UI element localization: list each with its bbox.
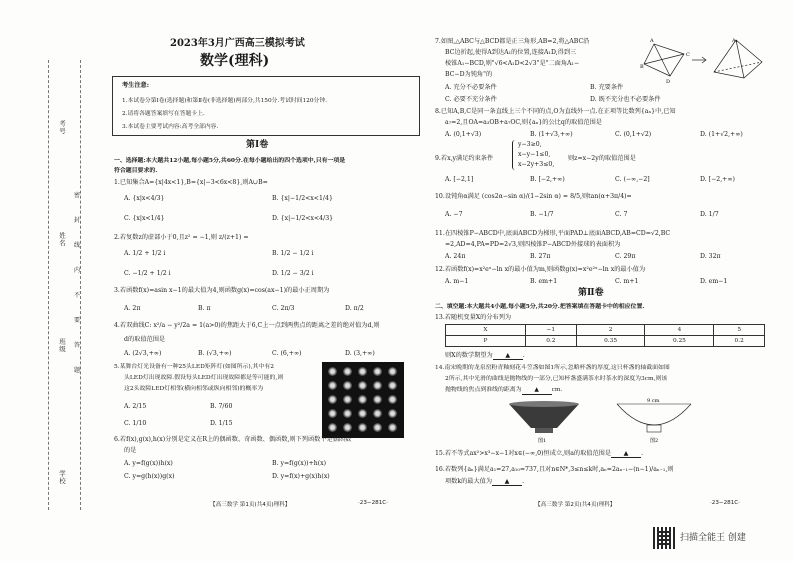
led-lamp xyxy=(328,367,337,376)
q5-option-d: D. 1/15 xyxy=(210,420,233,427)
label-name: 姓名 xyxy=(58,232,66,247)
led-lamp xyxy=(373,367,382,376)
answer-blank: ▲ xyxy=(522,387,552,395)
seal-char: 不 xyxy=(74,292,81,299)
q12-option-c: C. m+1 xyxy=(615,278,639,285)
led-lamp xyxy=(358,423,367,432)
seal-char: 题 xyxy=(74,367,81,374)
part2-title: 第Ⅱ卷 xyxy=(578,288,604,298)
figure-edge xyxy=(644,54,684,64)
answer-blank: ▲ xyxy=(493,352,523,360)
table-cell: −1 xyxy=(526,325,577,336)
q7-option-c: C. 必要不充分条件 xyxy=(445,96,497,103)
q12-stem: 12.若函数f(x)=x²eˣ−ln x的最小值为m,则函数g(x)=x²e²ˣ−ln x的最小值为 xyxy=(435,266,646,273)
bowl-width-label: 9 cm xyxy=(647,398,660,404)
seal-char: 密 xyxy=(74,192,81,199)
led-lamp xyxy=(373,423,382,432)
seal-char: 要 xyxy=(74,317,81,324)
led-lamp xyxy=(373,395,382,404)
fig-label-a1: A₁ xyxy=(732,38,738,44)
bowl-figures xyxy=(505,398,705,444)
q11-option-d: D. 32π xyxy=(700,253,721,260)
q8-option-a: A. (0,1+√3) xyxy=(445,131,482,138)
part1-intro: 符合题目要求的. xyxy=(114,167,158,174)
q11-option-c: C. 29π xyxy=(615,253,636,260)
led-lamp xyxy=(343,395,352,404)
answer-blank: ▲ xyxy=(611,450,641,458)
q9-stem-tail: 则z=x−2y的取值范围是 xyxy=(568,155,636,162)
tetrahedron-figure xyxy=(640,36,770,84)
q13-tail: 则X的数学期望为 ▲ . xyxy=(445,352,525,359)
q9-option-a: A. [−2,1] xyxy=(445,176,474,183)
part2-intro: 二、填空题:本大题共4小题,每小题5分,共20分.把答案填在答题卡中的相应位置. xyxy=(435,303,645,310)
q5-option-c: C. 1/10 xyxy=(124,420,147,427)
fig-label-d: D xyxy=(666,79,671,84)
bowl-foot xyxy=(535,428,553,433)
notice-heading: 考生注意: xyxy=(122,82,150,89)
q5-option-b: B. 7/60 xyxy=(210,403,233,410)
label-class: 班级 xyxy=(58,338,66,353)
table-cell: 0.25 xyxy=(645,336,714,347)
seal-line xyxy=(48,60,49,510)
fig-label-a: A xyxy=(650,38,654,44)
q5-option-a: A. 2/15 xyxy=(124,403,147,410)
led-lamp xyxy=(358,395,367,404)
q6-option-a: A. y=f(g(x))h(x) xyxy=(124,460,173,467)
q5-stem: 5.某舞台灯光设备有一种25头LED矩阵灯(如图所示),其中有2 xyxy=(114,364,274,370)
q16-stem: 16.若数列{aₙ}满足a₁=27,a₁₀=737,且对n∈N*,3≤n≤k时,aₙ=2aₙ₋₁−(n−1)/aₙ₋₁,则 xyxy=(435,466,674,473)
table-cell: 0.2 xyxy=(714,336,765,347)
led-lamp xyxy=(328,381,337,390)
q8-option-b: B. (1+√3,+∞) xyxy=(530,131,573,138)
q11-stem: =2,AD=4,PA=PD=2√3,则四棱锥P−ABCD外接球的表面积为 xyxy=(445,241,621,248)
exam-title: 2023年3月广西高三模拟考试 xyxy=(170,38,305,49)
q9-option-d: D. [−2,+∞) xyxy=(700,176,735,183)
q11-stem: 11.在四棱锥P−ABCD中,底面ABCD为梯形,平面PAD⊥底面ABCD,AB=CD=√2,BC xyxy=(435,230,671,237)
q7-option-b: B. 充要条件 xyxy=(590,84,624,91)
part1-title: 第Ⅰ卷 xyxy=(246,140,269,150)
led-lamp xyxy=(388,381,397,390)
q4-stem: d的取值范围是 xyxy=(124,336,166,343)
q5-stem: 这2头故障LED灯相邻(横向相邻或纵向相邻)的概率为 xyxy=(124,386,264,392)
label-school: 学校 xyxy=(58,470,66,485)
table-cell: 0.2 xyxy=(526,336,577,347)
q3-option-b: B. π xyxy=(198,305,211,312)
page2-footer: 【高三数学 第2页(共4页)理科】 xyxy=(535,502,616,508)
led-lamp xyxy=(328,423,337,432)
q12-option-a: A. m−1 xyxy=(445,278,469,285)
q9-option-b: B. [−2,+∞) xyxy=(530,176,565,183)
q6-stem: 的是 xyxy=(124,447,137,454)
part1-intro: 一、选择题:本大题共12小题,每小题5分,共60分.在每小题给出的四个选项中,只有一项是 xyxy=(114,157,346,164)
q2-option-d: D. 1/2 − 3/2 i xyxy=(272,270,314,277)
q7-option-a: A. 充分不必要条件 xyxy=(445,84,497,91)
parabola-section xyxy=(617,404,691,425)
notice-item: 3.本试卷主要考试内容:高考全部内容. xyxy=(122,124,219,130)
led-lamp xyxy=(388,367,397,376)
fig-label-b: B xyxy=(640,64,644,70)
q12-option-b: B. em+1 xyxy=(530,278,558,285)
figure-hidden-edge xyxy=(714,62,762,72)
q7-stem: 棱锥A₁−BCD,则"√6<A₁D<2√3"是"二面角A₁− xyxy=(445,60,580,67)
q6-option-c: C. y=g(h(x))g(x) xyxy=(124,473,175,480)
q15-stem-line: 15.若不等式ax²>x³−x−1对x∈(−∞,0)恒成立,则a的取值范围是 ▲ . xyxy=(435,450,644,457)
q16-stem-2: 项数k的最大值为 ▲ . xyxy=(445,478,525,485)
q8-option-d: D. (1+√2,+∞) xyxy=(700,131,743,138)
led-lamp xyxy=(388,423,397,432)
q14-stem-text: 抛物线的焦点到准线的距离为 xyxy=(445,387,522,393)
q9-stem: 9.若x,y满足约束条件 xyxy=(435,155,494,162)
q7-stem: BC−D为钝角"的 xyxy=(445,71,493,78)
q11-option-a: A. 24π xyxy=(445,253,466,260)
table-header: X xyxy=(446,325,526,336)
q2-option-a: A. 1/2 + 1/2 i xyxy=(124,250,166,257)
led-lamp xyxy=(358,367,367,376)
q1-option-b: B. {x|−1/2<x<1/4} xyxy=(272,195,333,202)
figure-outline xyxy=(714,40,762,78)
table-cell: 5 xyxy=(714,325,765,336)
seal-char: 封 xyxy=(74,217,81,224)
q15-stem: 15.若不等式ax²>x³−x−1对x∈(−∞,0)恒成立,则a的取值范围是 xyxy=(435,450,612,457)
binding-strip xyxy=(8,20,94,520)
q11-option-b: B. 27π xyxy=(530,253,551,260)
q9-constraint: x−2y+3≤0, xyxy=(518,161,555,168)
seal-char: 内 xyxy=(74,267,81,274)
q1-stem: 1.已知集合A={x|4x<1},B={x|−3<6x<8},则A∪B= xyxy=(114,179,268,186)
q6-stem: 6.若f(x),g(x),h(x)分别是定义在R上的偶函数、奇函数、偶函数,则下列函数不是偶函数 xyxy=(114,436,352,443)
q16-stem-text: 项数k的最大值为 xyxy=(445,478,493,485)
q7-option-d: D. 既不充分也不必要条件 xyxy=(590,96,661,103)
led-lamp xyxy=(358,409,367,418)
q6-option-b: B. y=f(g(x))+h(x) xyxy=(272,460,327,467)
notice-item: 1.本试卷分第Ⅰ卷(选择题)和第Ⅱ卷(非选择题)两部分,共150分.考试时间120分钟. xyxy=(122,98,327,104)
table-cell: 2 xyxy=(576,325,645,336)
q3-option-c: C. 2π/3 xyxy=(272,305,295,312)
q10-stem: 10.设钝角α满足 (cos2α−sin α)/(1−2sin α) = 8/5,则tan(α+3π/4)= xyxy=(435,193,632,200)
fig-label-c: C xyxy=(686,52,690,58)
q4-option-c: C. (6,+∞) xyxy=(272,350,302,357)
page1-code: ·23−281C· xyxy=(358,500,388,506)
q10-option-a: A. −7 xyxy=(445,211,463,218)
led-lamp xyxy=(373,409,382,418)
led-lamp xyxy=(343,409,352,418)
q1-option-c: C. {x|x<1/4} xyxy=(124,215,165,222)
bowl-base xyxy=(647,425,661,432)
page1-footer: 【高三数学 第1页(共4页)理科】 xyxy=(210,502,291,508)
figure2-caption: 图2 xyxy=(650,438,659,444)
seal-line xyxy=(80,60,81,510)
led-lamp xyxy=(388,409,397,418)
led-lamp xyxy=(343,367,352,376)
q8-stem: a₇=2,且OA=a₃OB+a₇OC,则{aₙ}的公比q的取值范围是 xyxy=(445,119,602,126)
answer-blank: ▲ xyxy=(492,478,522,486)
q12-option-d: D. em−1 xyxy=(700,278,728,285)
q10-option-b: B. −1/7 xyxy=(530,211,554,218)
q8-stem: 8.已知A,B,C是同一条直线上三个不同的点,O为直线外一点.在正项等比数列{aₙ}中,已知 xyxy=(435,108,676,115)
table-cell: 4 xyxy=(645,325,714,336)
led-lamp xyxy=(343,381,352,390)
q4-option-d: D. (3,+∞) xyxy=(345,350,375,357)
bowl-rim xyxy=(509,401,579,407)
seal-char: 线 xyxy=(74,242,81,249)
distribution-table xyxy=(445,324,765,347)
q6-option-d: D. y=f(x)+g(x)h(x) xyxy=(272,473,330,480)
led-matrix-figure xyxy=(322,362,404,438)
q4-stem: 4.若双曲线C: x²/a − y²/2a = 1(a>0)的焦距大于6,C上一点到两焦点的距离之差的绝对值为d,则 xyxy=(114,322,380,329)
q13-tail-text: 则X的数学期望为 xyxy=(445,352,493,359)
q1-option-a: A. {x|x<4/3} xyxy=(124,195,165,202)
q9-constraint: x−y−1≤0, xyxy=(518,151,551,158)
led-lamp xyxy=(358,381,367,390)
q9-option-c: C. (−∞,−2] xyxy=(615,176,650,183)
table-header: P xyxy=(446,336,526,347)
led-lamp xyxy=(388,395,397,404)
q14-stem: 14.南宋晚期的龙泉窑粉青釉刻花斗笠盏如图1所示,忽略杯盏的厚度,这只杯盏的轴截面如图 xyxy=(435,365,670,371)
qr-code-icon xyxy=(653,527,675,549)
q7-stem: 7.如图,△ABC与△BCD都是正三角形,AB=2,将△ABC沿 xyxy=(435,38,590,45)
constraint-brace xyxy=(512,140,516,170)
q10-option-c: C. 7 xyxy=(615,211,628,218)
q9-constraint: y−3≥0, xyxy=(518,141,542,148)
figure-outline xyxy=(644,44,684,76)
label-exam-number: 考号 xyxy=(58,120,66,135)
led-lamp xyxy=(328,409,337,418)
q14-stem-3 xyxy=(445,387,562,395)
exam-subtitle: 数学(理科) xyxy=(200,53,270,69)
table-row xyxy=(446,325,765,336)
q3-option-d: D. π/2 xyxy=(345,305,364,312)
q10-option-d: D. 1/7 xyxy=(700,211,719,218)
q14-stem: 2所示,其中光滑的曲线是抛物线的一部分,已知杯盏盛满茶水时茶水的深度为3cm,则该 xyxy=(445,376,668,382)
q3-option-a: A. 2π xyxy=(124,305,141,312)
q3-stem: 3.若函数f(x)=asin x−1的最大值为4,则函数g(x)=cos(ax−1)的最小正周期为 xyxy=(114,287,330,294)
led-lamp xyxy=(373,381,382,390)
q2-option-b: B. 1/2 − 1/2 i xyxy=(272,250,314,257)
q2-stem: 2.若复数z的虚部小于0,且z² = −1,则 z/(z+1) = xyxy=(114,234,249,241)
q5-stem: 头LED灯出现故障.假设每头LED灯出现故障都是等可能的,则 xyxy=(124,375,284,381)
table-cell: 0.35 xyxy=(576,336,645,347)
q8-option-c: C. (0,1+√2) xyxy=(615,131,652,138)
led-lamp xyxy=(343,423,352,432)
notice-item: 2.请将各题答案填写在答题卡上. xyxy=(122,111,205,117)
bowl-photo xyxy=(509,404,579,428)
led-lamp xyxy=(328,395,337,404)
q7-stem: BC边折起,使得A到达A₁的位置,连接A₁D,得到三 xyxy=(445,49,577,56)
seal-char: 答 xyxy=(74,342,81,349)
page2-code: ·23−281C· xyxy=(710,500,740,506)
q2-option-c: C. −1/2 + 1/2 i xyxy=(124,270,171,277)
q1-option-d: D. {x|−1/2<x<4/3} xyxy=(272,215,334,222)
table-row xyxy=(446,336,765,347)
q4-option-a: A. (2√3,+∞) xyxy=(124,350,162,357)
q14-unit: cm. xyxy=(551,387,563,393)
figure1-caption: 图1 xyxy=(538,438,547,444)
scanner-watermark: 扫描全能王 创建 xyxy=(680,533,746,543)
q13-stem: 13.若随机变量X的分布列为 xyxy=(435,314,512,321)
q4-option-b: B. (√3,+∞) xyxy=(198,350,232,357)
